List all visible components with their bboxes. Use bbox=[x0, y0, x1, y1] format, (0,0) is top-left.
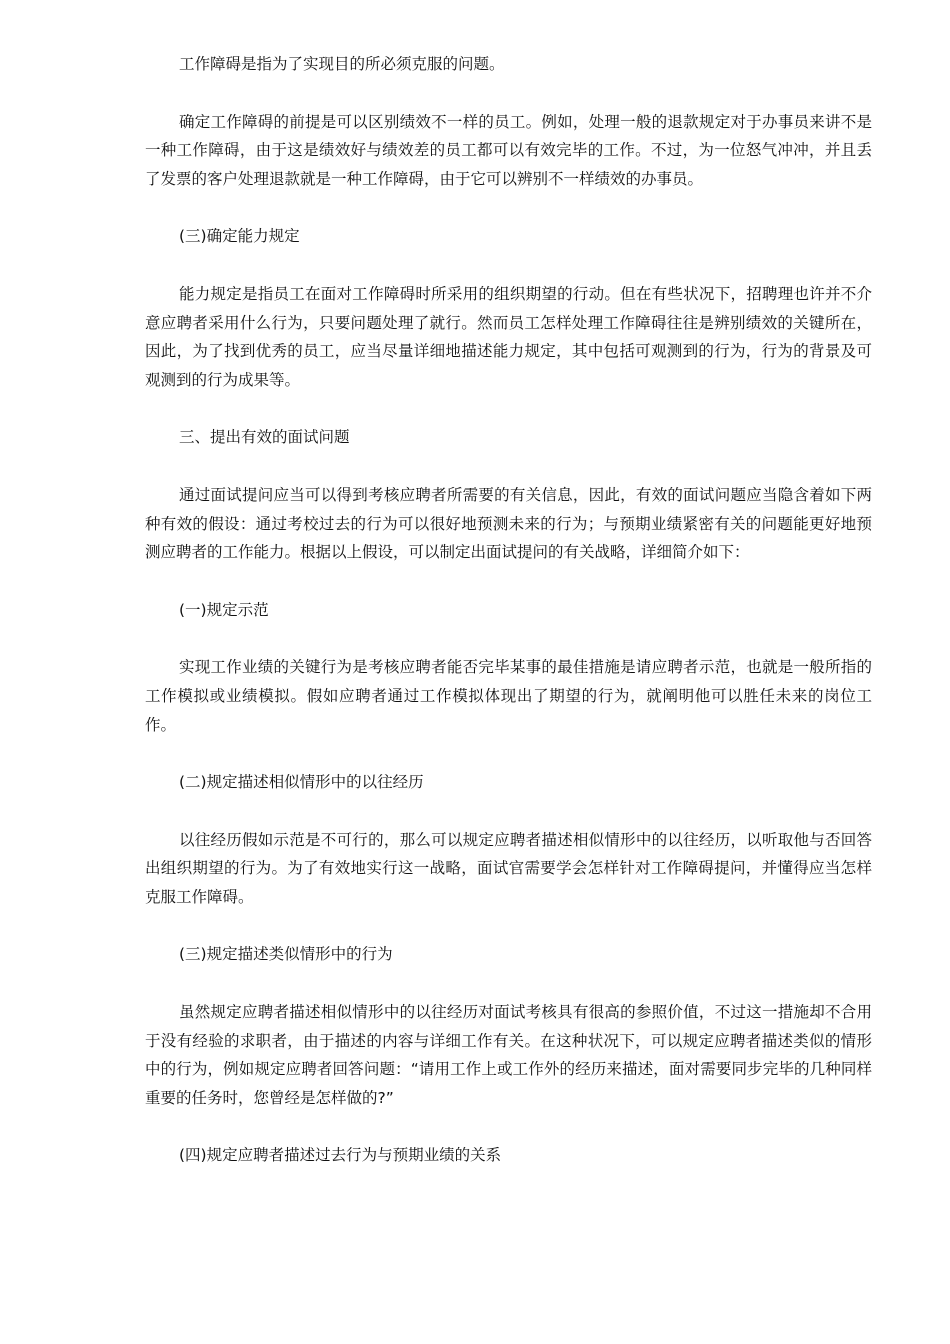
paragraph: 虽然规定应聘者描述相似情形中的以往经历对面试考核具有很高的参照价值，不过这一措施却不合用于没有经验的求职者，由于描述的内容与详细工作有关。在这种状况下，可以规定应聘者描述类似的情形中的行为，例如规定应聘者回答问题：“请用工作上或工作外的经历来描述，面对需要同步完毕的几种同样重要的任务时，您曾经是怎样做的?” bbox=[145, 1003, 872, 1107]
section-heading: (四)规定应聘者描述过去行为与预期业绩的关系 bbox=[179, 1146, 502, 1165]
section-heading: (三)确定能力规定 bbox=[179, 227, 300, 246]
paragraph: 工作障碍是指为了实现目的所必须克服的问题。 bbox=[179, 55, 505, 73]
section-heading: (一)规定示范 bbox=[179, 600, 269, 619]
section-heading: (三)规定描述类似情形中的行为 bbox=[179, 945, 393, 964]
paragraph: 确定工作障碍的前提是可以区别绩效不一样的员工。例如，处理一般的退款规定对于办事员来讲不是一种工作障碍，由于这是绩效好与绩效差的员工都可以有效完毕的工作。不过，为一位怒气冲冲，并且丢了发票的客户处理退款就是一种工作障碍，由于它可以辨别不一样绩效的办事员。 bbox=[145, 112, 872, 188]
paragraph: 实现工作业绩的关键行为是考核应聘者能否完毕某事的最佳措施是请应聘者示范，也就是一般所指的工作模拟或业绩模拟。假如应聘者通过工作模拟体现出了期望的行为，就阐明他可以胜任未来的岗位工作。 bbox=[145, 658, 872, 734]
paragraph: 通过面试提问应当可以得到考核应聘者所需要的有关信息，因此，有效的面试问题应当隐含着如下两种有效的假设：通过考校过去的行为可以很好地预测未来的行为；与预期业绩紧密有关的问题能更好地预测应聘者的工作能力。根据以上假设，可以制定出面试提问的有关战略，详细简介如下： bbox=[145, 485, 872, 562]
document-page bbox=[145, 50, 872, 1199]
section-heading: (二)规定描述相似情形中的以往经历 bbox=[179, 773, 424, 792]
paragraph: 以往经历假如示范是不可行的，那么可以规定应聘者描述相似情形中的以往经历，以听取他与否回答出组织期望的行为。为了有效地实行这一战略，面试官需要学会怎样针对工作障碍提问，并懂得应当怎样克服工作障碍。 bbox=[145, 830, 872, 906]
section-heading: 三、提出有效的面试问题 bbox=[179, 428, 350, 447]
paragraph: 能力规定是指员工在面对工作障碍时所采用的组织期望的行动。但在有些状况下，招聘理也许并不介意应聘者采用什么行为，只要问题处理了就行。然而员工怎样处理工作障碍往往是辨别绩效的关键所在，因此，为了找到优秀的员工，应当尽量详细地描述能力规定，其中包括可观测到的行为，行为的背景及可观测到的行为成果等。 bbox=[145, 284, 872, 389]
